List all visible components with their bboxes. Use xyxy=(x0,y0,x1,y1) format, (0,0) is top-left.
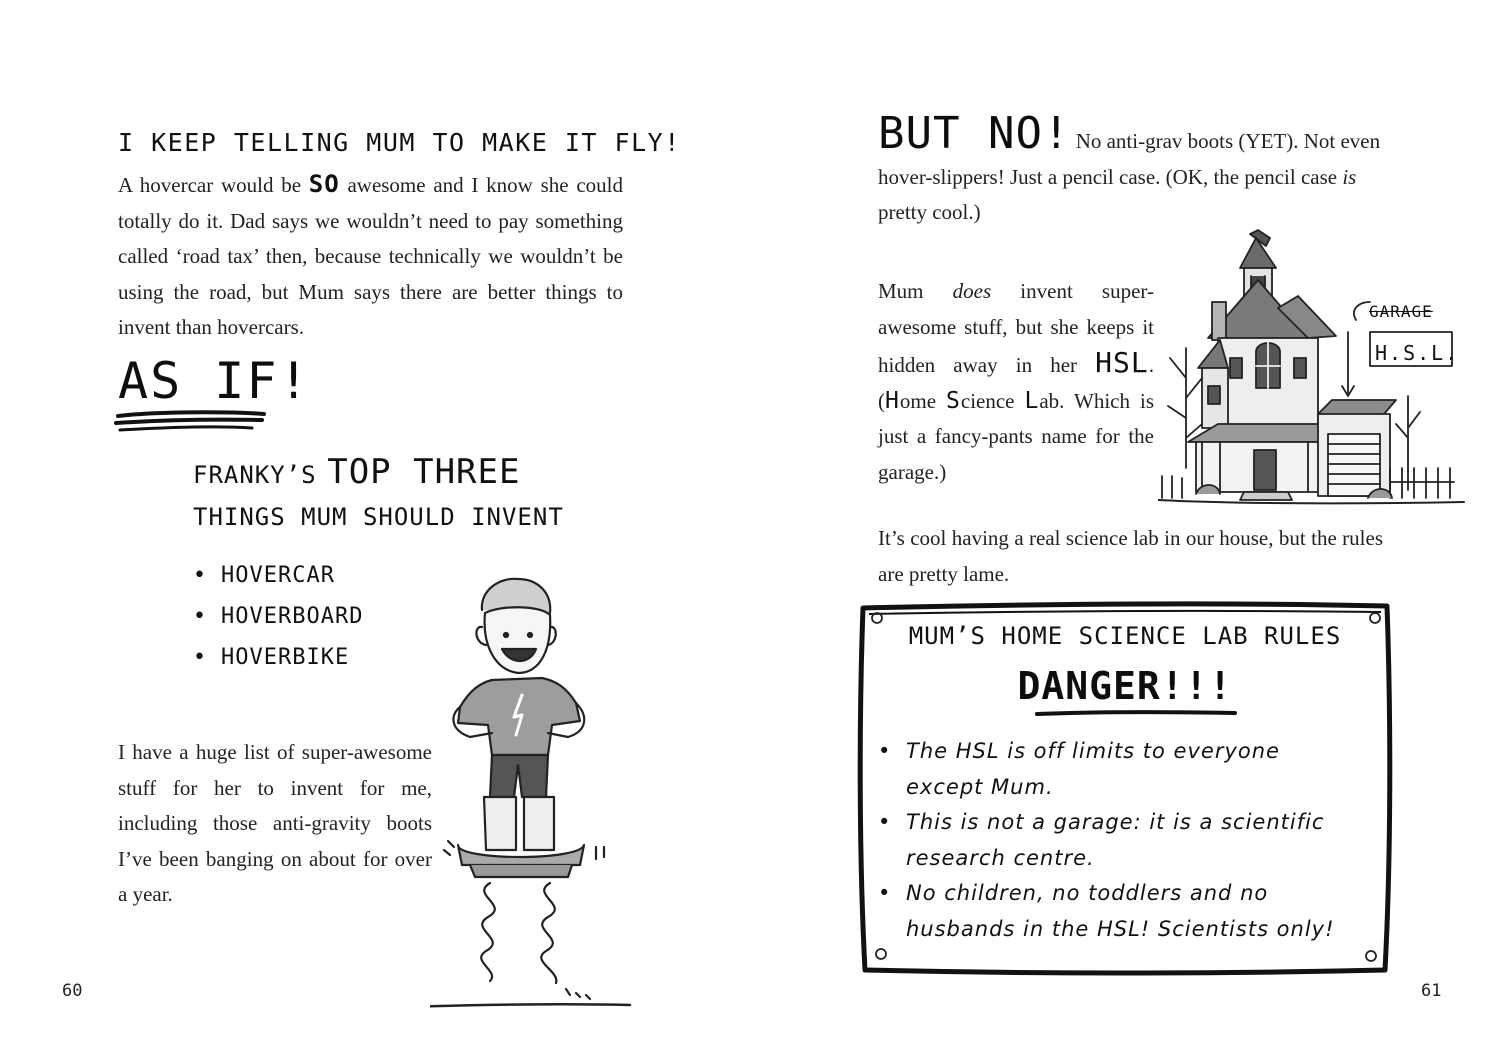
para2-ome: ome xyxy=(899,388,947,413)
para2-does: does xyxy=(952,279,992,303)
para1-is: is xyxy=(1342,164,1357,189)
list-title-line2: THINGS MUM SHOULD INVENT xyxy=(193,503,564,531)
as-if-underline xyxy=(112,406,272,436)
list-title xyxy=(193,452,520,492)
house-illustration xyxy=(1158,228,1468,513)
list-item: • HOVERBIKE xyxy=(193,637,363,678)
sign-danger: DANGER!!! xyxy=(1017,664,1233,708)
para2-d: ab. Which is just a fancy-pants name for the garage.) xyxy=(878,388,1154,484)
boy-hover-boots-illustration xyxy=(430,565,640,1015)
right-paragraph-2 xyxy=(878,274,1154,490)
left-heading: I KEEP TELLING MUM TO MAKE IT FLY! xyxy=(118,128,681,157)
para1-start: A hovercar would be xyxy=(118,173,309,197)
rule-item: • No children, no toddlers and no husbands in the HSL! Scientists only! xyxy=(878,876,1358,947)
rule-item: • This is not a garage: it is a scientific research centre. xyxy=(878,805,1358,876)
para2-h: H xyxy=(885,387,900,414)
list-title-big: TOP THREE xyxy=(327,452,521,492)
para2-c: . ( xyxy=(878,353,1154,413)
right-paragraph-1 xyxy=(878,110,1383,231)
page-number-right: 61 xyxy=(1421,981,1442,1001)
left-paragraph-1 xyxy=(118,167,623,346)
para2-s: S xyxy=(946,387,961,414)
para2-hsl: HSL xyxy=(1095,346,1149,379)
list-item: • HOVERCAR xyxy=(193,555,363,596)
right-paragraph-3: It’s cool having a real science lab in our house, but the rules are pretty lame. xyxy=(878,526,1383,586)
but-no-heading: BUT NO! xyxy=(878,108,1071,159)
rule-item: • The HSL is off limits to everyone except Mum. xyxy=(878,734,1358,805)
para1-rest: awesome and I know she could totally do it. Dad says we wouldn’t need to pay something called ‘road tax’ then, because technically we wouldn’t be using the road, but Mum says there are better things to invent than hovercars. xyxy=(118,173,623,339)
top-three-list xyxy=(193,555,363,678)
sign-rules-list xyxy=(878,734,1358,947)
page-number-left: 60 xyxy=(62,981,83,1001)
as-if-exclamation: AS IF! xyxy=(118,352,311,410)
para1-rest: No anti-grav boots (YET). Not even hover-slippers! Just a pencil case. (OK, the pencil case xyxy=(878,129,1381,189)
para2-b: invent super-awesome stuff, but she keeps it hidden away in her xyxy=(878,279,1154,377)
para2-a: Mum xyxy=(878,279,953,303)
sign-title: MUM’S HOME SCIENCE LAB RULES xyxy=(908,622,1342,650)
para1-so: SO xyxy=(308,170,340,198)
left-paragraph-2: I have a huge list of super-awesome stuff for her to invent for me, including those anti-gravity boots I’ve been banging on about for over a year. xyxy=(118,740,432,906)
hsl-sign-label: H.S.L. xyxy=(1375,341,1460,365)
para2-l: L xyxy=(1024,387,1040,414)
para1-end: pretty cool.) xyxy=(878,200,981,224)
list-item: • HOVERBOARD xyxy=(193,596,363,637)
right-page xyxy=(750,0,1500,1059)
garage-label: GARAGE xyxy=(1369,302,1433,321)
para2-cience: cience xyxy=(960,388,1025,413)
list-title-prefix: FRANKY’S xyxy=(193,461,317,489)
